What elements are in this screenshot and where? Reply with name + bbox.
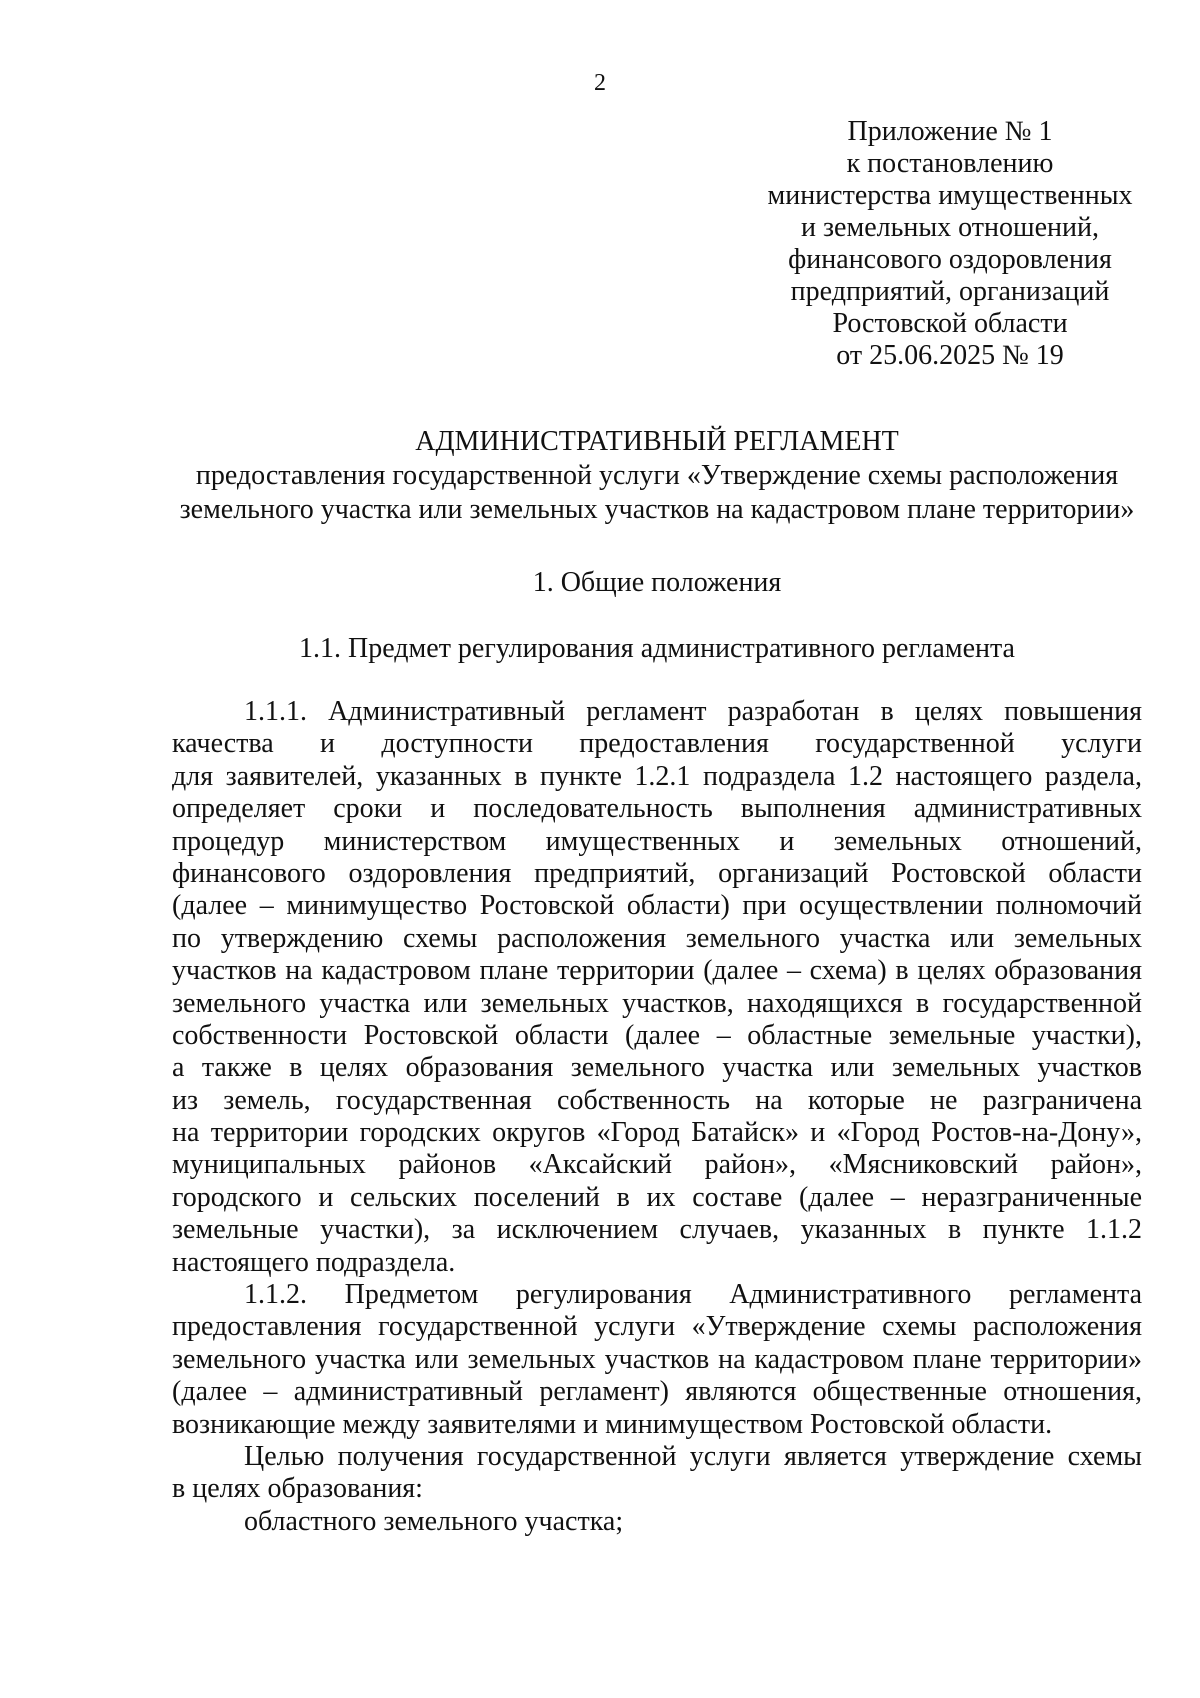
paragraph-line: муниципальных районов «Аксайский район», «Мясниковский район», [172,1149,1142,1181]
paragraph-line: собственности Ростовской области (далее – областные земельные участки), [172,1019,1142,1051]
paragraph-line: городского и сельских поселений в их составе (далее – неразграниченные [172,1181,1142,1213]
paragraph-line: по утверждению схемы расположения земельного участка или земельных [172,922,1142,954]
paragraph-line: из земель, государственная собственность на которые не разграничена [172,1084,1142,1116]
paragraph-line: (далее – административный регламент) являются общественные отношения, [172,1376,1142,1408]
section-heading: 1. Общие положения [532,567,782,598]
paragraph-line: участков на кадастровом плане территории (далее – схема) в целях образования [172,955,1142,987]
appendix-line: министерства имущественных [767,180,1133,211]
appendix-line: финансового оздоровления [788,244,1112,275]
paragraph-line: а также в целях образования земельного участка или земельных участков [172,1052,1142,1084]
paragraph-line: земельного участка или земельных участков, находящихся в государственной [172,987,1142,1019]
appendix-line: Приложение № 1 [847,116,1053,147]
appendix-line: Ростовской области [832,308,1068,339]
paragraph-line: 1.1.1. Административный регламент разработан в целях повышения [244,696,1142,727]
paragraph-line: земельные участки), за исключением случаев, указанных в пункте 1.1.2 [172,1214,1142,1246]
paragraph-line: настоящего подраздела. [172,1246,456,1278]
paragraph-line: на территории городских округов «Город Батайск» и «Город Ростов-на-Дону», [172,1117,1142,1149]
paragraph-line: возникающие между заявителями и минимуществом Ростовской области. [172,1408,1053,1440]
paragraph-line: в целях образования: [172,1473,423,1505]
paragraph-line: процедур министерством имущественных и земельных отношений, [172,825,1142,857]
appendix-block [740,116,1160,372]
paragraph-line: финансового оздоровления предприятий, организаций Ростовской области [172,857,1142,889]
paragraph-line: (далее – минимущество Ростовской области) при осуществлении полномочий [172,890,1142,922]
appendix-line: и земельных отношений, [801,212,1099,243]
paragraph-line: 1.1.2. Предметом регулирования Административного регламента [244,1279,1142,1311]
subsection-heading: 1.1. Предмет регулирования административного регламента [299,633,1015,664]
document-title [172,425,1142,527]
body-text [172,696,1142,1538]
appendix-line: предприятий, организаций [790,276,1110,307]
appendix-line: к постановлению [846,148,1054,179]
appendix-line: от 25.06.2025 № 19 [836,340,1064,371]
paragraph-line: областного земельного участка; [244,1505,624,1537]
paragraph-line: предоставления государственной услуги «Утверждение схемы расположения [172,1311,1142,1343]
paragraph-line: качества и доступности предоставления государственной услуги [172,728,1142,760]
paragraph-line: определяет сроки и последовательность выполнения административных [172,793,1142,825]
paragraph-line: земельного участка или земельных участков на кадастровом плане территории» [172,1343,1142,1375]
title-subtitle: предоставления государственной услуги «Утверждение схемы расположения [195,460,1119,491]
title-main: АДМИНИСТРАТИВНЫЙ РЕГЛАМЕНТ [415,426,899,457]
title-subtitle: земельного участка или земельных участков на кадастровом плане территории» [179,494,1135,525]
paragraph-line: Целью получения государственной услуги является утверждение схемы [244,1440,1142,1472]
paragraph-line: для заявителей, указанных в пункте 1.2.1 подраздела 1.2 настоящего раздела, [172,760,1142,792]
page-number: 2 [594,70,606,96]
